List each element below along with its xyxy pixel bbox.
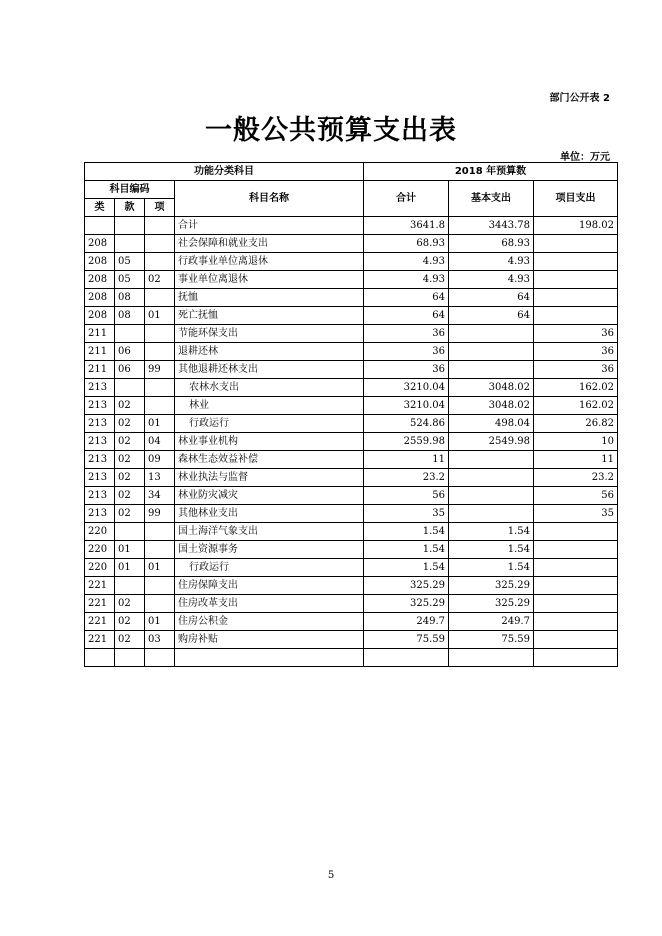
cell-xiang (145, 379, 175, 397)
cell-xiang (145, 325, 175, 343)
cell-project (534, 631, 618, 649)
cell-xiang: 99 (145, 361, 175, 379)
table-row (85, 451, 618, 469)
cell-lei: 208 (85, 307, 115, 325)
cell-project: 198.02 (534, 217, 618, 235)
table-row (85, 595, 618, 613)
cell-xiang (145, 235, 175, 253)
cell-subject-name: 住房保障支出 (175, 577, 364, 595)
cell-total: 4.93 (364, 271, 449, 289)
cell-lei: 213 (85, 433, 115, 451)
cell-basic (449, 469, 534, 487)
cell-basic: 75.59 (449, 631, 534, 649)
cell-xiang (145, 523, 175, 541)
cell-subject-name: 森林生态效益补偿 (175, 451, 364, 469)
cell-total: 64 (364, 289, 449, 307)
table-row (85, 559, 618, 577)
cell-kuan: 02 (115, 487, 145, 505)
table-row (85, 505, 618, 523)
cell-kuan: 05 (115, 253, 145, 271)
cell-kuan (115, 523, 145, 541)
table-row (85, 379, 618, 397)
cell-basic: 4.93 (449, 253, 534, 271)
cell-lei: 221 (85, 577, 115, 595)
cell-basic: 325.29 (449, 577, 534, 595)
cell-lei: 208 (85, 289, 115, 307)
header-total: 合计 (364, 181, 449, 217)
cell-basic (449, 649, 534, 667)
cell-kuan: 02 (115, 595, 145, 613)
cell-xiang (145, 217, 175, 235)
table-row (85, 289, 618, 307)
cell-lei: 208 (85, 253, 115, 271)
cell-subject-name: 行政运行 (175, 415, 364, 433)
cell-lei: 208 (85, 235, 115, 253)
page-title: 一般公共预算支出表 (205, 115, 457, 146)
table-row (85, 433, 618, 451)
cell-xiang (145, 541, 175, 559)
cell-basic: 4.93 (449, 271, 534, 289)
cell-subject-name: 其他林业支出 (175, 505, 364, 523)
cell-total: 35 (364, 505, 449, 523)
cell-lei: 220 (85, 541, 115, 559)
cell-basic: 1.54 (449, 541, 534, 559)
cell-subject-name (175, 649, 364, 667)
cell-kuan (115, 235, 145, 253)
cell-project: 35 (534, 505, 618, 523)
cell-total: 3210.04 (364, 397, 449, 415)
header-subject-name: 科目名称 (175, 181, 364, 217)
cell-subject-name: 国土海洋气象支出 (175, 523, 364, 541)
cell-basic: 68.93 (449, 235, 534, 253)
cell-basic: 1.54 (449, 523, 534, 541)
cell-project (534, 595, 618, 613)
cell-kuan: 02 (115, 469, 145, 487)
cell-project: 23.2 (534, 469, 618, 487)
cell-lei: 213 (85, 469, 115, 487)
cell-lei: 220 (85, 523, 115, 541)
header-project: 项目支出 (534, 181, 618, 217)
cell-subject-name: 抚恤 (175, 289, 364, 307)
table-row (85, 415, 618, 433)
cell-kuan: 01 (115, 541, 145, 559)
cell-xiang (145, 253, 175, 271)
cell-project: 56 (534, 487, 618, 505)
table-body (85, 217, 618, 667)
cell-subject-name: 其他退耕还林支出 (175, 361, 364, 379)
cell-total: 2559.98 (364, 433, 449, 451)
cell-basic: 325.29 (449, 595, 534, 613)
cell-xiang (145, 649, 175, 667)
cell-basic: 3048.02 (449, 379, 534, 397)
cell-kuan: 02 (115, 631, 145, 649)
cell-project (534, 523, 618, 541)
table-row (85, 523, 618, 541)
cell-xiang (145, 397, 175, 415)
table-row (85, 487, 618, 505)
cell-subject-name: 购房补贴 (175, 631, 364, 649)
cell-total: 3641.8 (364, 217, 449, 235)
cell-project: 26.82 (534, 415, 618, 433)
cell-total: 64 (364, 307, 449, 325)
cell-lei: 213 (85, 451, 115, 469)
cell-total: 68.93 (364, 235, 449, 253)
cell-basic (449, 343, 534, 361)
cell-xiang: 01 (145, 613, 175, 631)
cell-basic: 3443.78 (449, 217, 534, 235)
header-year-budget: 2018 年预算数 (364, 163, 618, 181)
cell-lei: 213 (85, 379, 115, 397)
cell-subject-name: 行政事业单位离退休 (175, 253, 364, 271)
cell-total: 524.86 (364, 415, 449, 433)
cell-total: 36 (364, 343, 449, 361)
cell-kuan: 02 (115, 397, 145, 415)
cell-kuan: 08 (115, 289, 145, 307)
cell-total: 36 (364, 325, 449, 343)
page-number: 5 (327, 870, 335, 881)
cell-xiang: 09 (145, 451, 175, 469)
table-row (85, 361, 618, 379)
cell-lei (85, 649, 115, 667)
table-row (85, 235, 618, 253)
table-row (85, 325, 618, 343)
cell-kuan (115, 325, 145, 343)
cell-xiang (145, 577, 175, 595)
cell-basic: 64 (449, 289, 534, 307)
cell-xiang: 01 (145, 307, 175, 325)
cell-total: 23.2 (364, 469, 449, 487)
table-row (85, 613, 618, 631)
table-row (85, 631, 618, 649)
cell-project (534, 253, 618, 271)
cell-basic (449, 325, 534, 343)
cell-kuan: 02 (115, 613, 145, 631)
cell-subject-name: 林业防灾减灾 (175, 487, 364, 505)
cell-project: 36 (534, 343, 618, 361)
cell-project: 162.02 (534, 379, 618, 397)
unit-label: 单位：万元 (560, 152, 610, 163)
cell-total: 1.54 (364, 541, 449, 559)
cell-xiang (145, 289, 175, 307)
header-func-class: 功能分类科目 (85, 163, 364, 181)
cell-basic (449, 505, 534, 523)
table-row (85, 397, 618, 415)
table-row (85, 343, 618, 361)
cell-xiang: 34 (145, 487, 175, 505)
cell-lei: 213 (85, 487, 115, 505)
cell-subject-name: 事业单位离退休 (175, 271, 364, 289)
cell-project (534, 289, 618, 307)
cell-kuan: 05 (115, 271, 145, 289)
cell-basic: 498.04 (449, 415, 534, 433)
table-row (85, 541, 618, 559)
table-row (85, 307, 618, 325)
cell-basic: 1.54 (449, 559, 534, 577)
cell-total (364, 649, 449, 667)
cell-basic: 64 (449, 307, 534, 325)
header-subject-code: 科目编码 (85, 181, 175, 199)
table-row (85, 469, 618, 487)
cell-subject-name: 林业事业机构 (175, 433, 364, 451)
cell-xiang: 01 (145, 415, 175, 433)
cell-lei: 221 (85, 631, 115, 649)
cell-total: 325.29 (364, 577, 449, 595)
cell-kuan: 02 (115, 433, 145, 451)
cell-lei: 220 (85, 559, 115, 577)
cell-subject-name: 国土资源事务 (175, 541, 364, 559)
header-xiang: 项 (145, 199, 175, 217)
cell-project: 10 (534, 433, 618, 451)
table-row (85, 253, 618, 271)
cell-basic (449, 487, 534, 505)
cell-project: 36 (534, 325, 618, 343)
table-row (85, 271, 618, 289)
cell-subject-name: 林业执法与监督 (175, 469, 364, 487)
cell-lei (85, 217, 115, 235)
cell-lei: 208 (85, 271, 115, 289)
cell-lei: 221 (85, 595, 115, 613)
table-row (85, 577, 618, 595)
cell-kuan: 02 (115, 505, 145, 523)
cell-total: 3210.04 (364, 379, 449, 397)
cell-kuan: 06 (115, 343, 145, 361)
cell-kuan (115, 577, 145, 595)
cell-project: 36 (534, 361, 618, 379)
cell-total: 36 (364, 361, 449, 379)
cell-lei: 221 (85, 613, 115, 631)
cell-kuan: 02 (115, 451, 145, 469)
cell-basic: 249.7 (449, 613, 534, 631)
cell-subject-name: 林业 (175, 397, 364, 415)
cell-lei: 211 (85, 343, 115, 361)
cell-total: 325.29 (364, 595, 449, 613)
cell-subject-name: 社会保障和就业支出 (175, 235, 364, 253)
cell-subject-name: 住房公积金 (175, 613, 364, 631)
cell-kuan (115, 649, 145, 667)
header-lei: 类 (85, 199, 115, 217)
cell-kuan (115, 217, 145, 235)
cell-project (534, 541, 618, 559)
cell-subject-name: 合计 (175, 217, 364, 235)
cell-total: 56 (364, 487, 449, 505)
cell-subject-name: 住房改革支出 (175, 595, 364, 613)
cell-project (534, 307, 618, 325)
cell-basic (449, 361, 534, 379)
cell-subject-name: 农林水支出 (175, 379, 364, 397)
table-row (85, 649, 618, 667)
cell-project: 11 (534, 451, 618, 469)
budget-table (84, 162, 618, 667)
cell-project (534, 271, 618, 289)
cell-total: 11 (364, 451, 449, 469)
table-row (85, 217, 618, 235)
cell-total: 1.54 (364, 559, 449, 577)
cell-xiang: 04 (145, 433, 175, 451)
cell-xiang: 99 (145, 505, 175, 523)
cell-xiang (145, 343, 175, 361)
cell-xiang: 03 (145, 631, 175, 649)
cell-lei: 211 (85, 325, 115, 343)
cell-project: 162.02 (534, 397, 618, 415)
cell-basic: 3048.02 (449, 397, 534, 415)
cell-xiang: 02 (145, 271, 175, 289)
header-kuan: 款 (115, 199, 145, 217)
cell-total: 4.93 (364, 253, 449, 271)
cell-project (534, 559, 618, 577)
cell-total: 1.54 (364, 523, 449, 541)
cell-lei: 213 (85, 505, 115, 523)
cell-basic: 2549.98 (449, 433, 534, 451)
cell-lei: 213 (85, 397, 115, 415)
cell-subject-name: 死亡抚恤 (175, 307, 364, 325)
cell-xiang: 01 (145, 559, 175, 577)
document-label: 部门公开表 2 (549, 93, 610, 104)
cell-project (534, 577, 618, 595)
cell-basic (449, 451, 534, 469)
cell-project (534, 649, 618, 667)
cell-kuan: 08 (115, 307, 145, 325)
cell-kuan: 06 (115, 361, 145, 379)
cell-xiang: 13 (145, 469, 175, 487)
cell-project (534, 613, 618, 631)
header-basic: 基本支出 (449, 181, 534, 217)
cell-kuan: 02 (115, 415, 145, 433)
cell-subject-name: 行政运行 (175, 559, 364, 577)
cell-lei: 211 (85, 361, 115, 379)
cell-total: 249.7 (364, 613, 449, 631)
cell-project (534, 235, 618, 253)
cell-subject-name: 退耕还林 (175, 343, 364, 361)
cell-lei: 213 (85, 415, 115, 433)
cell-total: 75.59 (364, 631, 449, 649)
cell-kuan (115, 379, 145, 397)
cell-kuan: 01 (115, 559, 145, 577)
cell-xiang (145, 595, 175, 613)
cell-subject-name: 节能环保支出 (175, 325, 364, 343)
